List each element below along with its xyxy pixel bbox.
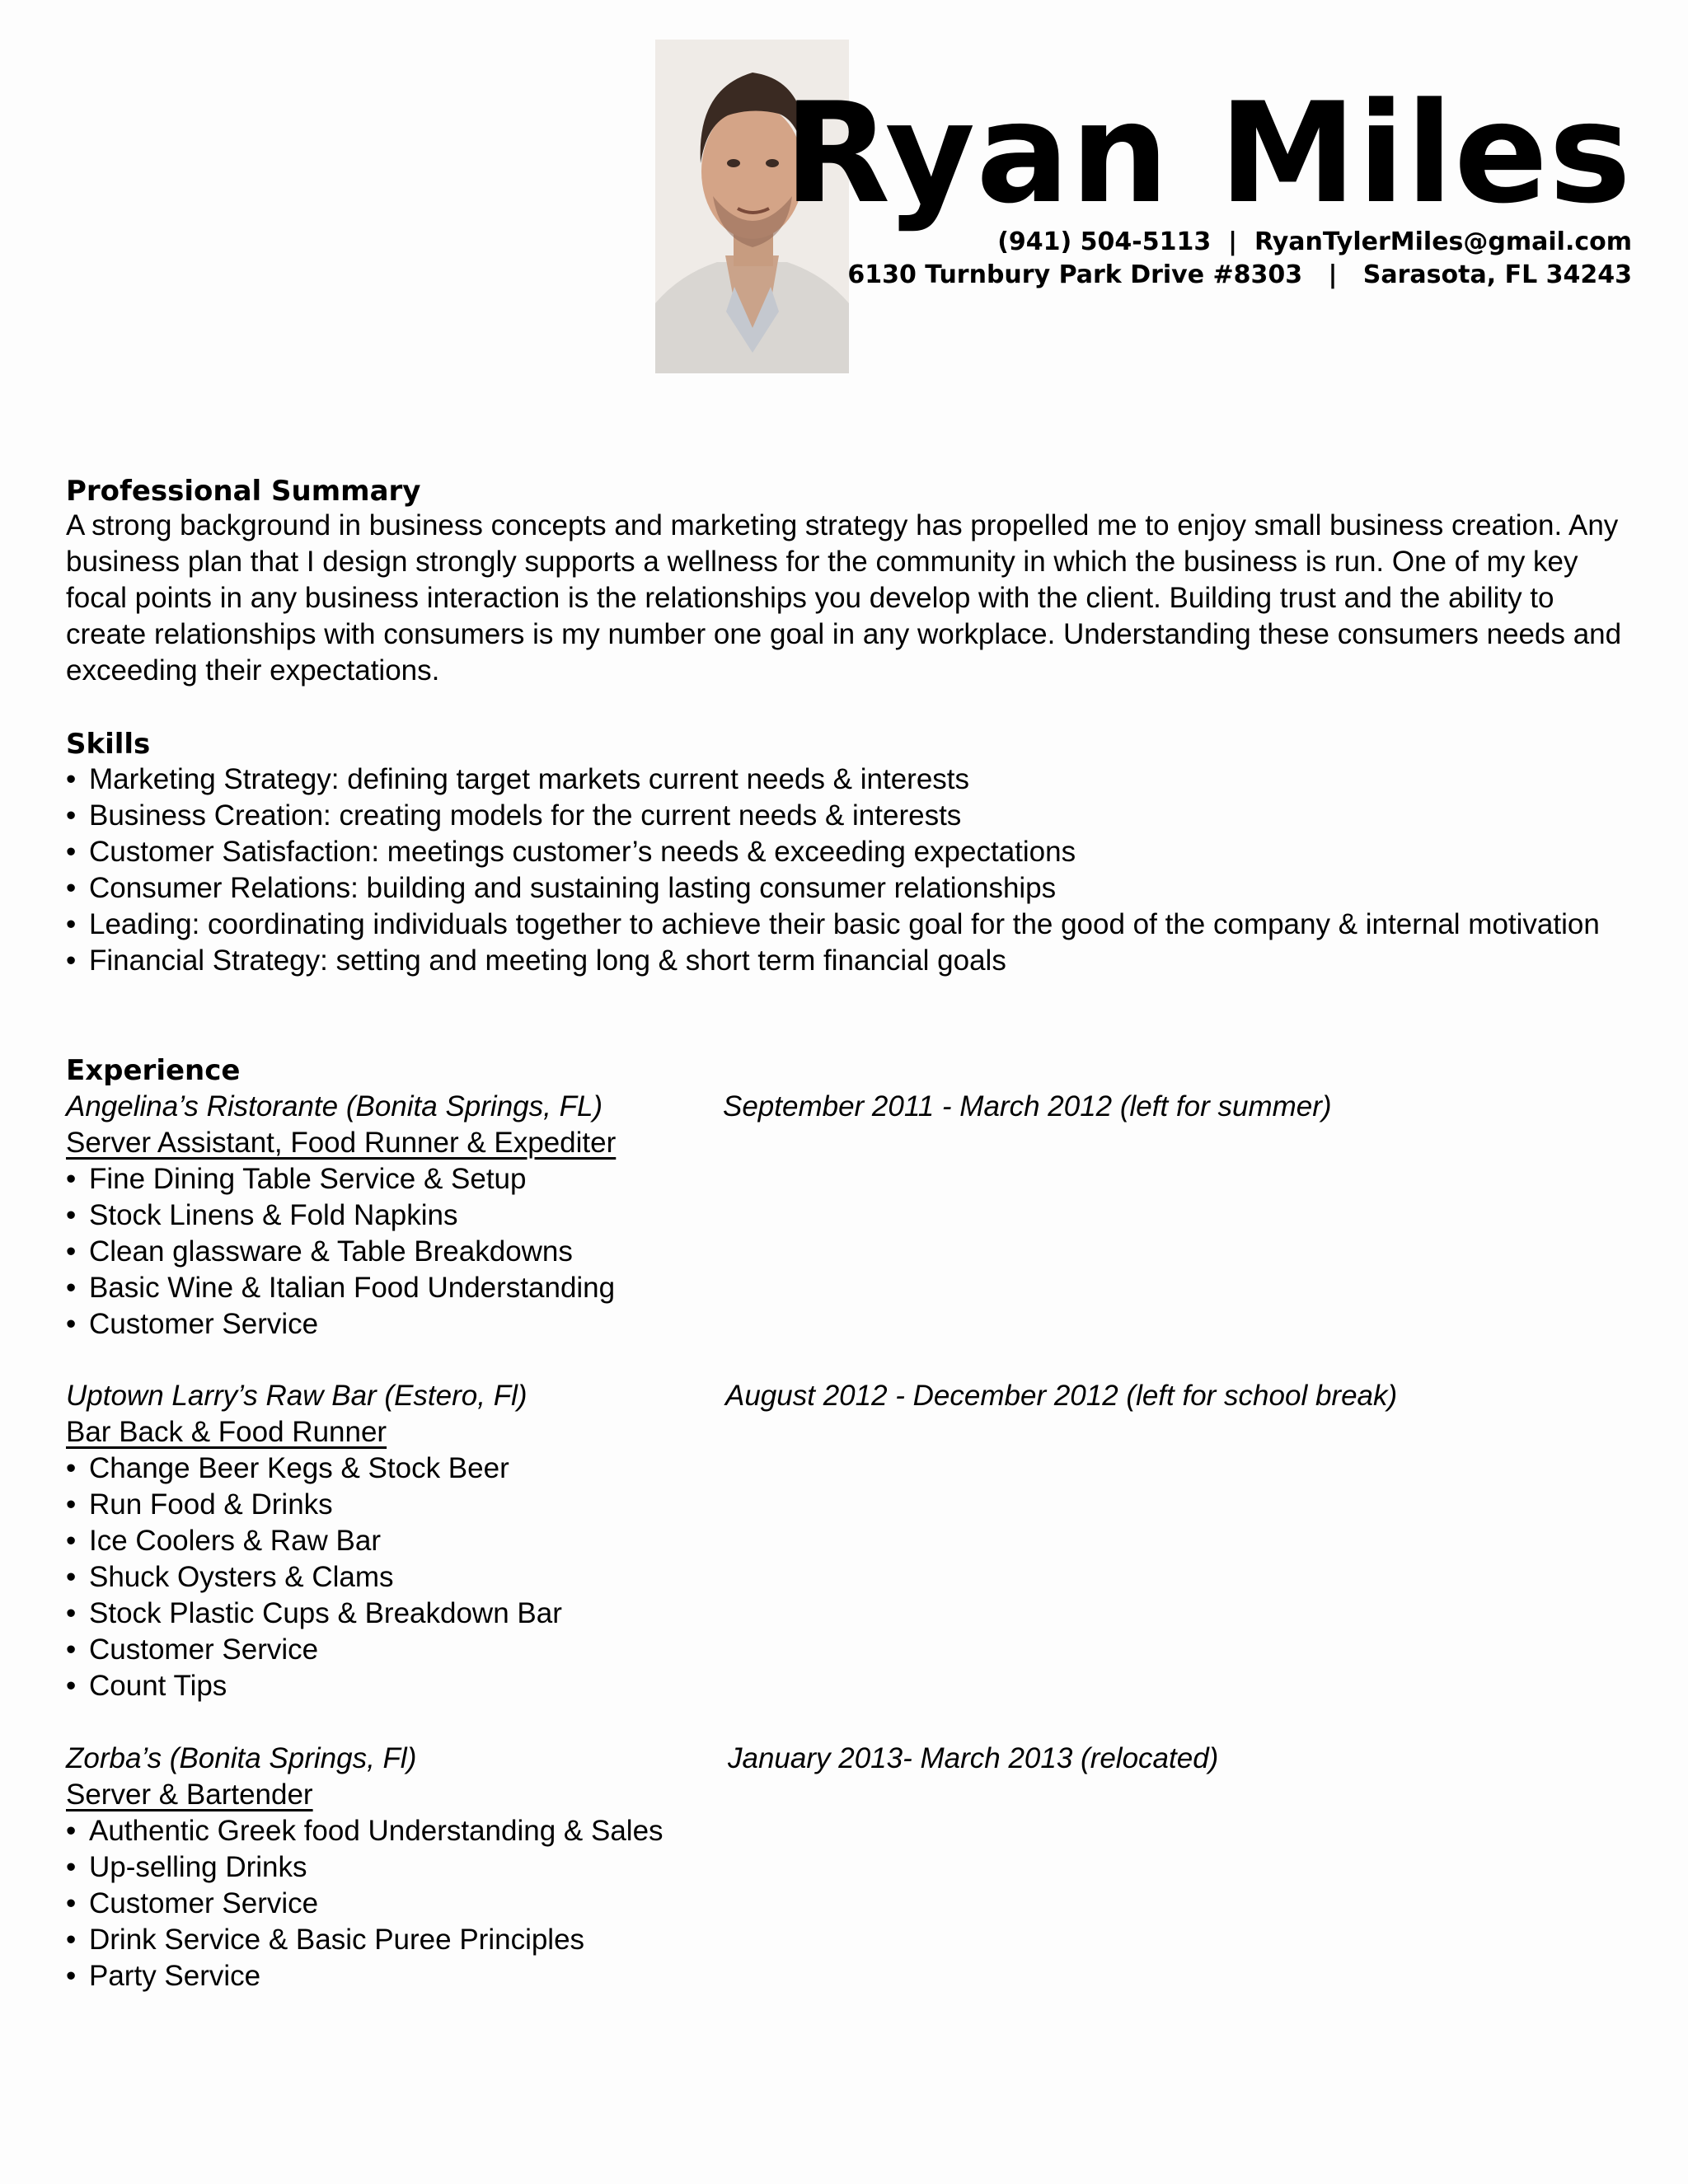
duty-item: • Change Beer Kegs & Stock Beer (66, 1451, 562, 1487)
bullet-icon: • (66, 1452, 77, 1484)
skill-item: • Financial Strategy: setting and meeting long & short term financial goals (66, 943, 1606, 979)
duty-item: • Ice Coolers & Raw Bar (66, 1523, 562, 1559)
job-company: Uptown Larry’s Raw Bar (Estero, Fl) (66, 1380, 528, 1412)
duty-item: • Count Tips (66, 1668, 562, 1704)
duty-item: • Authentic Greek food Understanding & Sales (66, 1813, 663, 1849)
bullet-icon: • (66, 1597, 77, 1629)
bullet-icon: • (66, 1924, 77, 1956)
job-duties-list (66, 1161, 615, 1343)
bullet-icon: • (66, 1235, 77, 1268)
job-dates: August 2012 - December 2012 (left for school break) (725, 1380, 1398, 1412)
duty-item: • Shuck Oysters & Clams (66, 1559, 562, 1596)
skill-item: • Leading: coordinating individuals together to achieve their basic goal for the good of the company & internal motivation (66, 907, 1606, 943)
skills-list (66, 762, 1606, 979)
duty-item: • Customer Service (66, 1306, 615, 1343)
job-dates: January 2013- March 2013 (relocated) (728, 1742, 1219, 1774)
bullet-icon: • (66, 1887, 77, 1919)
bullet-icon: • (66, 799, 77, 832)
job-company: Angelina’s Ristorante (Bonita Springs, FL) (66, 1090, 603, 1122)
skill-item: • Marketing Strategy: defining target markets current needs & interests (66, 762, 1606, 798)
job-dates: September 2011 - March 2012 (left for summer) (723, 1090, 1332, 1122)
job-role: Bar Back & Food Runner (66, 1416, 387, 1448)
bullet-icon: • (66, 1199, 77, 1231)
job-role: Server & Bartender (66, 1779, 313, 1811)
bullet-icon: • (66, 1851, 77, 1883)
duty-item: • Customer Service (66, 1632, 562, 1668)
bullet-icon: • (66, 1308, 77, 1340)
summary-text: A strong background in business concepts and marketing strategy has propelled me to enjoy small business creation. Any business plan that I design strongly supports a wellness for the community in which the business is run. One of my key focal points in any business interaction is the relationships you develop with the client. Building trust and the ability to create relationships with consumers is my number one goal in any workplace. Understanding these consumers needs and exceeding their expectations. (66, 509, 1622, 687)
experience-heading: Experience (66, 1054, 241, 1087)
bullet-icon: • (66, 1488, 77, 1521)
job-duties-list (66, 1451, 562, 1704)
duty-item: • Basic Wine & Italian Food Understanding (66, 1270, 615, 1306)
bullet-icon: • (66, 872, 77, 904)
bullet-icon: • (66, 1272, 77, 1304)
duty-item: • Fine Dining Table Service & Setup (66, 1161, 615, 1197)
skill-item: • Business Creation: creating models for the current needs & interests (66, 798, 1606, 834)
duty-item: • Drink Service & Basic Puree Principles (66, 1922, 663, 1958)
job-duties-list (66, 1813, 663, 1994)
job-role: Server Assistant, Food Runner & Expediter (66, 1127, 617, 1159)
summary-heading: Professional Summary (66, 475, 421, 508)
bullet-icon: • (66, 1815, 77, 1847)
bullet-icon: • (66, 836, 77, 868)
skill-item: • Customer Satisfaction: meetings customer’s needs & exceeding expectations (66, 834, 1606, 870)
bullet-icon: • (66, 1633, 77, 1666)
bullet-icon: • (66, 1960, 77, 1992)
skills-heading: Skills (66, 728, 151, 761)
duty-item: • Clean glassware & Table Breakdowns (66, 1234, 615, 1270)
bullet-icon: • (66, 1163, 77, 1195)
skill-item: • Consumer Relations: building and sustaining lasting consumer relationships (66, 870, 1606, 907)
bullet-icon: • (66, 1525, 77, 1557)
bullet-icon: • (66, 1561, 77, 1593)
duty-item: • Run Food & Drinks (66, 1487, 562, 1523)
contact-phone-email: (941) 504-5113 | RyanTylerMiles@gmail.com (997, 227, 1632, 256)
job-company: Zorba’s (Bonita Springs, Fl) (66, 1742, 417, 1774)
candidate-name: Ryan Miles (783, 73, 1632, 234)
duty-item: • Stock Linens & Fold Napkins (66, 1197, 615, 1234)
contact-address: 6130 Turnbury Park Drive #8303 | Sarasota, FL 34243 (847, 260, 1632, 289)
bullet-icon: • (66, 908, 77, 940)
duty-item: • Up-selling Drinks (66, 1849, 663, 1886)
duty-item: • Party Service (66, 1958, 663, 1994)
duty-item: • Stock Plastic Cups & Breakdown Bar (66, 1596, 562, 1632)
bullet-icon: • (66, 944, 77, 977)
bullet-icon: • (66, 1670, 77, 1702)
bullet-icon: • (66, 763, 77, 795)
duty-item: • Customer Service (66, 1886, 663, 1922)
